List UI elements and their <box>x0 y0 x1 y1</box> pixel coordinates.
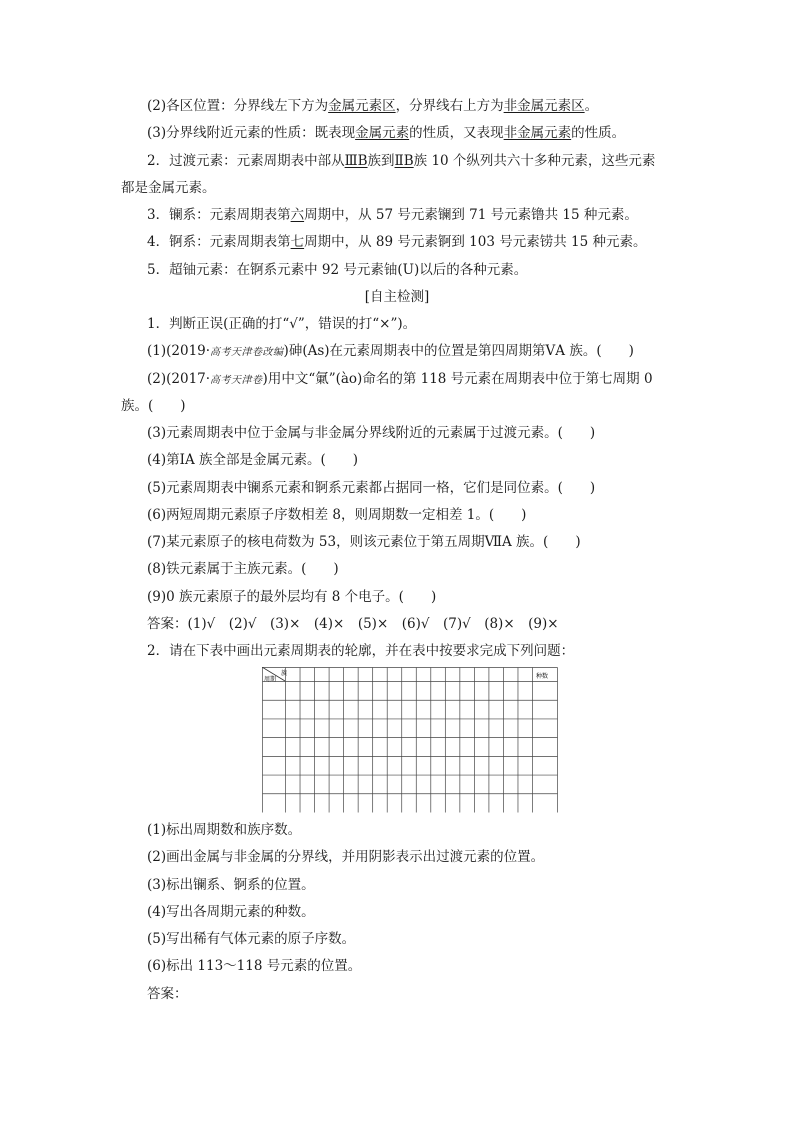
line-transition-elements: 2．过渡元素：元素周期表中部从ⅢB族到ⅡB族 10 个纵列共六十多种元素，这些元素 <box>147 153 656 169</box>
item-2: (2)(2017·高考天津卷)用中文“氭”(ào)命名的第 118 号元素在周期表中位于第七周期 0 <box>147 371 653 387</box>
count-header: 种数 <box>536 673 549 680</box>
blank-periodic-grid <box>262 667 558 813</box>
item-7: (7)某元素原子的核电荷数为 53，则该元素位于第五周期ⅦA 族。( ) <box>147 534 581 550</box>
line-region-position: (2)各区位置：分界线左下方为金属元素区，分界线右上方为非金属元素区。 <box>147 98 599 114</box>
item-4: (4)第ⅠA 族全部是金属元素。( ) <box>147 452 359 468</box>
line-actinides: 4．锕系：元素周期表第七周期中，从 89 号元素锕到 103 号元素铹共 15 种元素。 <box>147 234 647 250</box>
req-6: (6)标出 113～118 号元素的位置。 <box>147 958 362 974</box>
question-2: 2．请在下表中画出元素周期表的轮廓，并在表中按要求完成下列问题： <box>147 643 575 659</box>
req-4: (4)写出各周期元素的种数。 <box>147 904 315 920</box>
req-1: (1)标出周期数和族序数。 <box>147 822 302 838</box>
grid-lines <box>263 668 558 813</box>
question-1: 1．判断正误(正确的打“√”，错误的打“×”)。 <box>147 316 417 332</box>
req-3: (3)标出镧系、锕系的位置。 <box>147 877 315 893</box>
line-transition-cont: 都是金属元素。 <box>121 180 216 196</box>
line-lanthanides: 3．镧系：元素周期表第六周期中，从 57 号元素镧到 71 号元素镥共 15 种元素。 <box>147 207 638 223</box>
corner-group-label: 族 <box>281 670 288 677</box>
metal-region-term: 金属元素区 <box>328 98 396 114</box>
section-heading: [自主检测] <box>364 289 430 305</box>
item-9: (9)0 族元素原子的最外层均有 8 个电子。( ) <box>147 589 437 605</box>
answer-2: 答案： <box>147 986 188 1002</box>
item-8: (8)铁元素属于主族元素。( ) <box>147 561 339 577</box>
req-2: (2)画出金属与非金属的分界线，并用阴影表示出过渡元素的位置。 <box>147 849 545 865</box>
req-5: (5)写出稀有气体元素的原子序数。 <box>147 931 356 947</box>
line-transuranium: 5．超铀元素：在锕系元素中 92 号元素铀(U)以后的各种元素。 <box>147 262 528 278</box>
item-3: (3)元素周期表中位于金属与非金属分界线附近的元素属于过渡元素。( ) <box>147 425 596 441</box>
line-boundary-properties: (3)分界线附近元素的性质：既表现金属元素的性质，又表现非金属元素的性质。 <box>147 125 626 141</box>
item-1: (1)(2019·高考天津卷改编)砷(As)在元素周期表中的位置是第四周期第ⅤA 族。( ) <box>147 343 634 359</box>
item-5: (5)元素周期表中镧系元素和锕系元素都占据同一格，它们是同位素。( ) <box>147 480 596 496</box>
nonmetal-region-term: 非金属元素区 <box>503 98 585 114</box>
answer-1: 答案：(1)√ (2)√ (3)× (4)× (5)× (6)√ (7)√ (8)× (9)× <box>147 616 559 632</box>
corner-period-label: 周期 <box>264 676 277 683</box>
item-2-cont: 族。( ) <box>121 398 186 414</box>
item-6: (6)两短周期元素原子序数相差 8，则周期数一定相差 1。( ) <box>147 507 527 523</box>
